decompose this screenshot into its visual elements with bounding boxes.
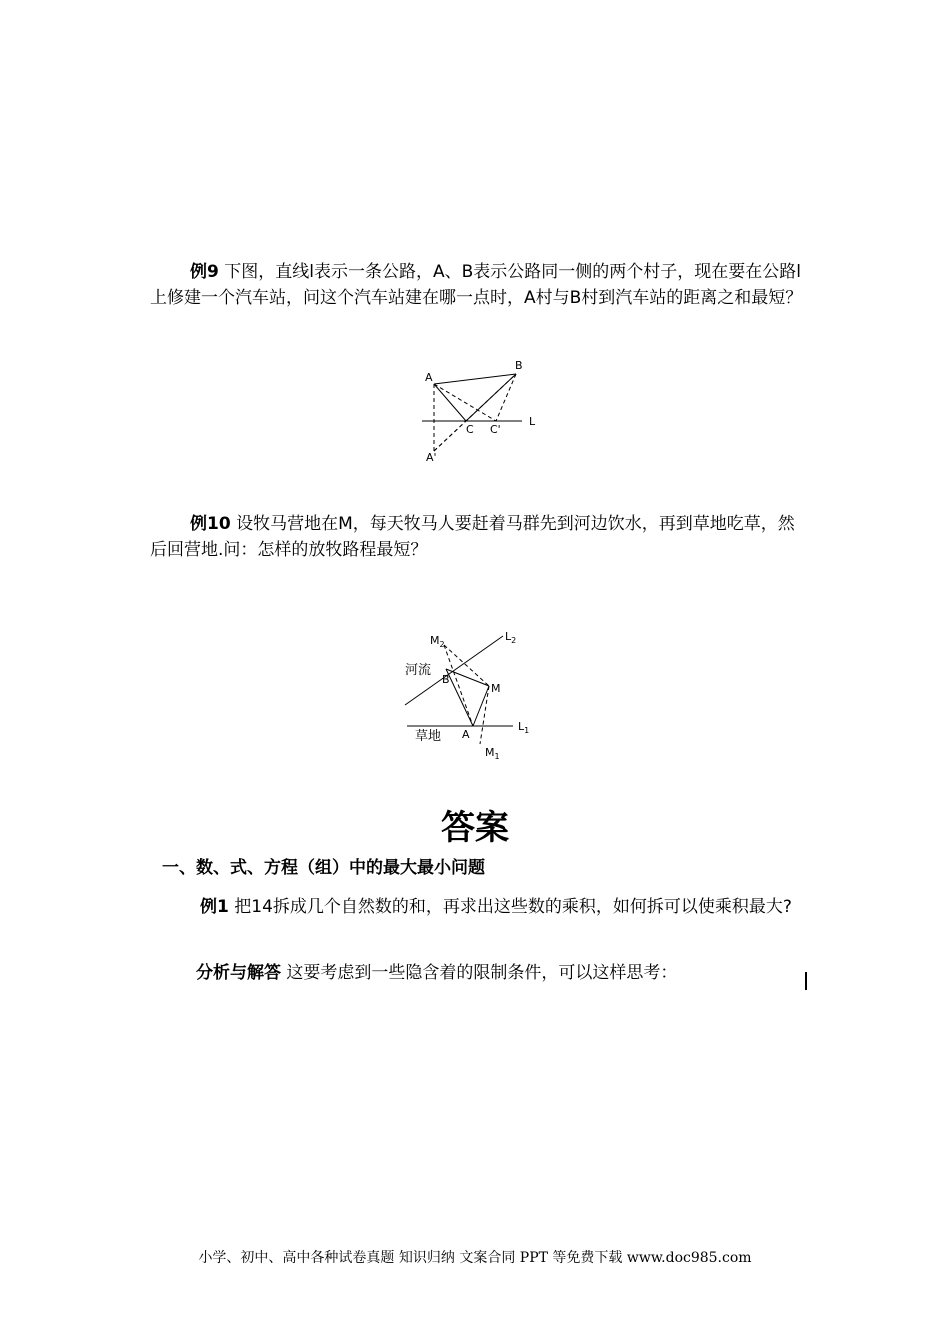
label-grass: 草地 — [415, 729, 442, 744]
path-m-m1 — [480, 686, 489, 744]
answer-heading: 答案 — [441, 808, 509, 848]
path-a-m — [473, 686, 489, 726]
label-a: A — [425, 371, 433, 384]
example-9-text: 下图，直线l表示一条公路，A、B表示公路同一侧的两个村子，现在要在公路l上修建一个汽车站，问这个汽车站建在哪一点时，A村与B村到汽车站的距离之和最短？ — [150, 262, 803, 308]
label-a-prime: A' — [426, 451, 437, 464]
label-line-l: L — [529, 415, 536, 428]
segment-aprime-c — [434, 421, 466, 451]
figure-2 — [405, 636, 513, 744]
example-9-label: 例9 — [190, 262, 219, 282]
label-a: A — [462, 728, 470, 741]
label-b: B — [442, 673, 450, 686]
path-b-m — [446, 669, 489, 686]
example-10-text: 设牧马营地在M，每天牧马人要赶着马群先到河边饮水，再到草地吃草，然后回营地.问：怎样的放牧路程最短？ — [150, 514, 795, 560]
label-m2: $M_2$ — [430, 634, 445, 649]
label-l2: $L_2$ — [505, 630, 517, 645]
segment-b-cprime — [496, 374, 516, 421]
label-c-prime: C' — [490, 423, 501, 436]
label-c: C — [466, 423, 474, 436]
label-m: M — [491, 682, 501, 695]
example-1-label: 例1 — [200, 897, 229, 917]
footer: 小学、初中、高中各种试卷真题 知识归纳 文案合同 PPT 等免费下载 www.doc985.com — [198, 1250, 752, 1266]
figure-1 — [422, 374, 522, 451]
river-line-l2 — [405, 636, 503, 705]
label-m1: $M_1$ — [485, 746, 500, 761]
section-heading: 一、数、式、方程（组）中的最大最小问题 — [162, 858, 485, 878]
path-m2-m — [444, 645, 489, 686]
example-10-paragraph — [150, 511, 810, 563]
path-m2-a — [444, 645, 473, 726]
segment-ab-solid — [434, 374, 516, 384]
path-b-a — [446, 669, 473, 726]
analysis-text: 这要考虑到一些隐含着的限制条件，可以这样思考： — [286, 963, 678, 983]
analysis-label: 分析与解答 — [196, 963, 281, 983]
text-cursor — [805, 972, 807, 990]
label-b: B — [515, 359, 523, 372]
segment-aprime-b — [434, 374, 516, 451]
segment-a-cprime — [434, 384, 496, 421]
example-10-label: 例10 — [190, 514, 231, 534]
label-l1: $L_1$ — [518, 720, 530, 735]
analysis-paragraph — [196, 960, 806, 986]
example-9-paragraph — [150, 259, 810, 311]
figure-2-labels — [405, 630, 529, 761]
example-1-text: 把14拆成几个自然数的和，再求出这些数的乘积，如何拆可以使乘积最大? — [234, 897, 792, 917]
figure-1-labels — [425, 359, 536, 464]
example-1-paragraph — [160, 894, 810, 920]
segment-a-c — [434, 384, 466, 421]
label-river: 河流 — [405, 663, 432, 678]
segment-b-c — [466, 374, 516, 421]
